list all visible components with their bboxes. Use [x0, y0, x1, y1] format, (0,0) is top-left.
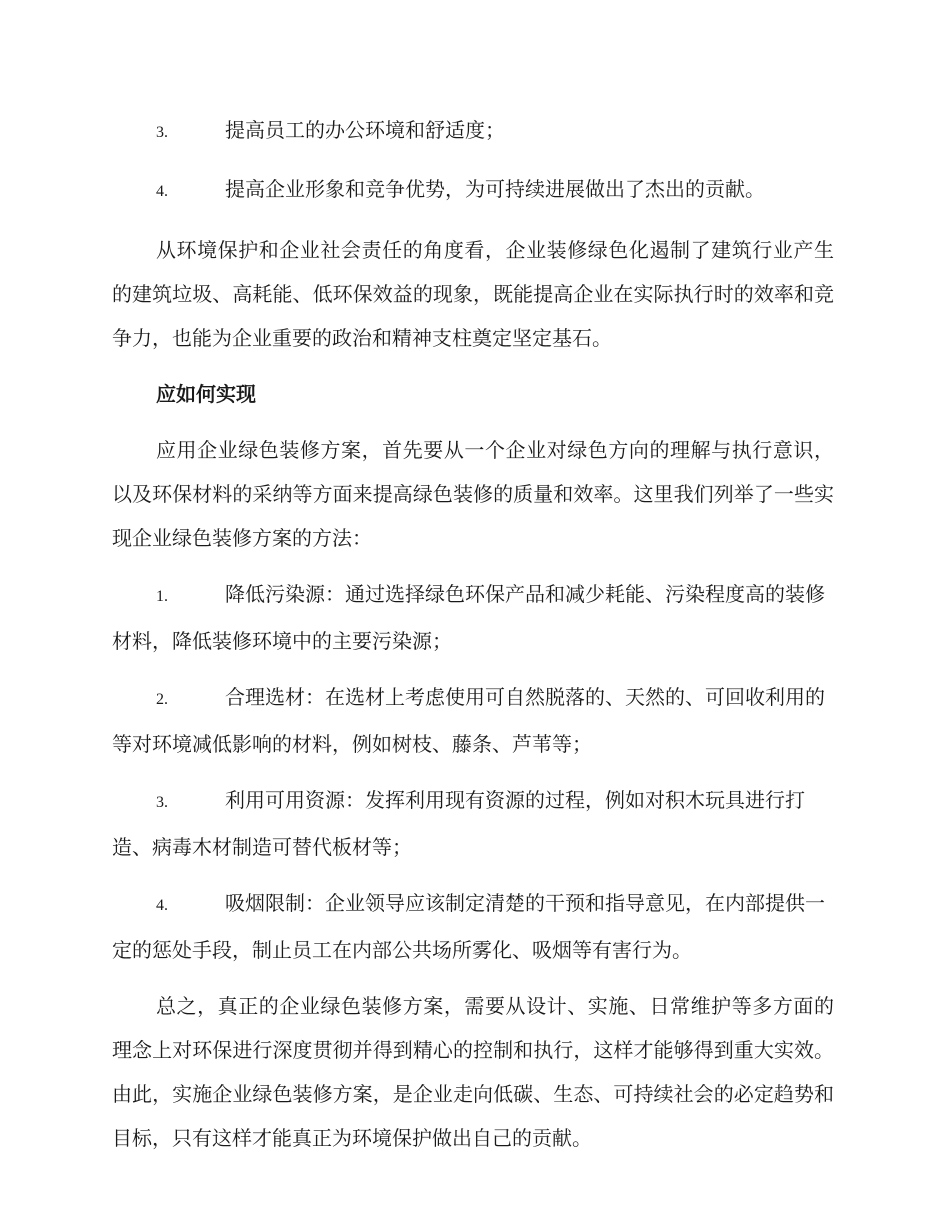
list-text: 吸烟限制：企业领导应该制定清楚的干预和指导意见，在内部提供一定的惩处手段，制止员工在内部公共场所雾化、吸烟等有害行为。 — [112, 891, 825, 962]
list-number: 3. — [156, 794, 168, 811]
list-text: 提高员工的办公环境和舒适度； — [225, 118, 505, 142]
list-item — [112, 778, 834, 869]
list-number: 1. — [156, 588, 168, 605]
list-item — [112, 167, 834, 214]
list-item — [112, 108, 834, 155]
list-item — [112, 881, 834, 972]
list-text: 合理选材：在选材上考虑使用可自然脱落的、天然的、可回收利用的等对环境减低影响的材料，例如树枝、藤条、芦苇等； — [112, 685, 825, 756]
list-text: 提高企业形象和竞争优势，为可持续进展做出了杰出的贡献。 — [225, 177, 765, 201]
list-text: 利用可用资源：发挥利用现有资源的过程，例如对积木玩具进行打造、病毒木材制造可替代板材等； — [112, 788, 805, 859]
paragraph-environmental-responsibility: 从环境保护和企业社会责任的角度看，企业装修绿色化遏制了建筑行业产生的建筑垃圾、高耗能、低环保效益的现象，既能提高企业在实际执行时的效率和竞争力，也能为企业重要的政治和精神支柱奠定坚定基石。 — [112, 238, 834, 350]
document-page — [112, 108, 834, 1172]
section-heading: 应如何实现 — [156, 382, 256, 406]
paragraph-implementation-intro: 应用企业绿色装修方案，首先要从一个企业对绿色方向的理解与执行意识，以及环保材料的采纳等方面来提高绿色装修的质量和效率。这里我们列举了一些实现企业绿色装修方案的方法： — [112, 438, 834, 550]
list-item — [112, 675, 834, 766]
list-item — [112, 572, 834, 663]
list-number: 2. — [156, 691, 168, 708]
paragraph-conclusion: 总之，真正的企业绿色装修方案，需要从设计、实施、日常维护等多方面的理念上对环保进行深度贯彻并得到精心的控制和执行，这样才能够得到重大实效。由此，实施企业绿色装修方案，是企业走向低碳、生态、可持续社会的必定趋势和目标，只有这样才能真正为环境保护做出自己的贡献。 — [112, 994, 834, 1150]
list-text: 降低污染源：通过选择绿色环保产品和减少耗能、污染程度高的装修材料，降低装修环境中的主要污染源； — [112, 582, 825, 653]
list-number: 4. — [156, 897, 168, 914]
list-number: 4. — [156, 183, 168, 200]
list-number: 3. — [156, 124, 168, 141]
